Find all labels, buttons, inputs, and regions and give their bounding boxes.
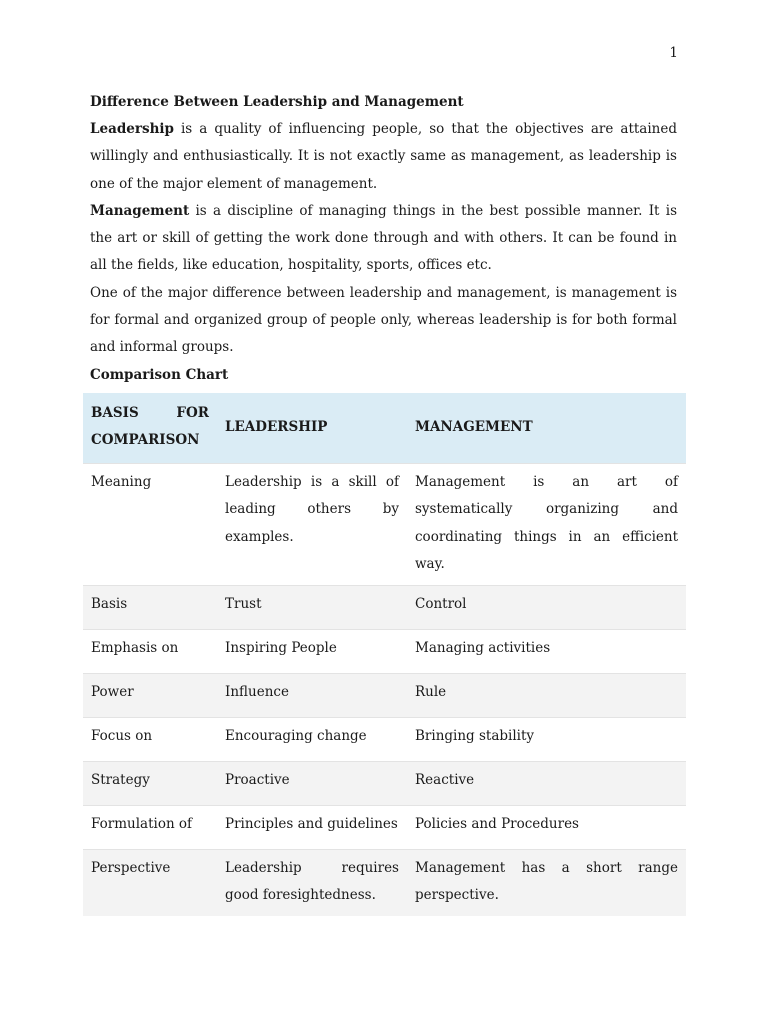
management-term: Management (90, 202, 190, 219)
management-cell: Reactive (415, 771, 475, 788)
header-leadership: LEADERSHIP (225, 418, 328, 435)
document-title: Difference Between Leadership and Management (90, 94, 464, 110)
leadership-cell: Proactive (225, 771, 290, 788)
leadership-paragraph (90, 116, 677, 198)
document-body (90, 89, 677, 389)
table-row (83, 717, 686, 761)
basis-cell: Formulation of (91, 815, 193, 832)
management-cell: Control (415, 595, 467, 612)
table-row (83, 463, 686, 585)
leadership-term: Leadership (90, 121, 174, 137)
page-number: 1 (669, 45, 678, 61)
basis-cell: Meaning (91, 473, 152, 490)
management-cell: Management has a short range perspective. (415, 859, 678, 903)
management-cell: Policies and Procedures (415, 815, 579, 832)
basis-cell: Basis (91, 595, 128, 612)
table-header-row (83, 393, 686, 463)
management-cell: Management is an art of systematically organizing and coordinating things in an efficient way. (415, 473, 678, 572)
table-row (83, 849, 686, 916)
leadership-cell: Leadership requires good foresightedness. (225, 859, 399, 903)
table-row (83, 761, 686, 805)
management-text: is a discipline of managing things in the best possible manner. It is the art or skill of getting the work done through and with others. It can be found in all the fields, like education, hospitality, sports, offices etc. (90, 202, 677, 274)
leadership-cell: Encouraging change (225, 727, 367, 744)
header-basis: BASIS FOR COMPARISON (91, 404, 209, 449)
basis-cell: Strategy (91, 771, 150, 788)
leadership-cell: Principles and guidelines (225, 815, 398, 832)
comparison-table (83, 393, 686, 916)
management-cell: Managing activities (415, 639, 551, 656)
difference-paragraph: One of the major difference between leadership and management, is management is for formal and organized group of people only, whereas leadership is for both formal and informal groups. (90, 284, 677, 356)
comparison-chart-title: Comparison Chart (90, 366, 229, 383)
leadership-cell: Leadership is a skill of leading others by examples. (225, 473, 399, 545)
header-management: MANAGEMENT (415, 418, 533, 435)
leadership-cell: Influence (225, 683, 289, 700)
basis-cell: Perspective (91, 859, 171, 876)
basis-cell: Power (91, 683, 134, 700)
basis-cell: Focus on (91, 727, 153, 744)
management-paragraph (90, 198, 677, 280)
table-row (83, 629, 686, 673)
leadership-text: is a quality of influencing people, so that the objectives are attained willingly and enthusiastically. It is not exactly same as management, as leadership is one of the major element of management. (90, 121, 677, 192)
leadership-cell: Inspiring People (225, 639, 337, 656)
basis-cell: Emphasis on (91, 639, 179, 656)
management-cell: Bringing stability (415, 727, 535, 744)
table-row (83, 673, 686, 717)
table-row (83, 585, 686, 629)
leadership-cell: Trust (225, 595, 262, 612)
table-row (83, 805, 686, 849)
management-cell: Rule (415, 683, 447, 700)
